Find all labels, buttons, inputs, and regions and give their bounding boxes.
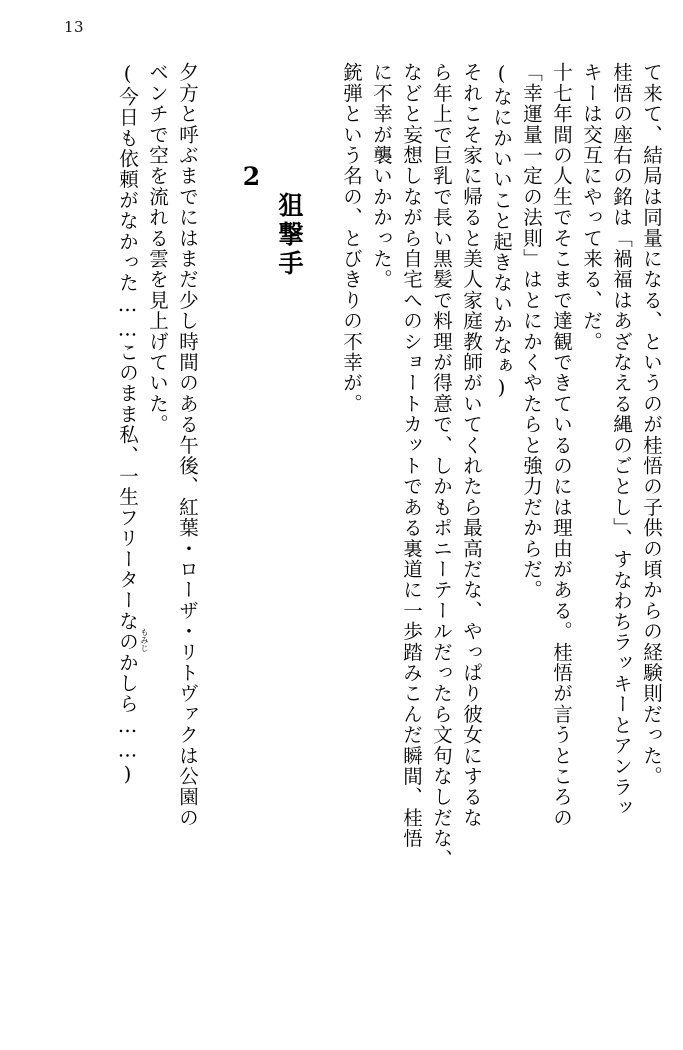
text-column: 桂悟の座右の銘は「禍福はあざなえる縄のごとし」、すなわちラッキーとアンラッ <box>610 62 633 819</box>
text-column: などと妄想しながら自宅へのショートカットである裏道に一歩踏みこんだ瞬間、桂悟 <box>400 62 423 849</box>
chapter-number: 2 <box>237 162 266 195</box>
text-column: 「幸運量一定の法則」はとにかくやたらと強力だからだ。 <box>520 62 543 601</box>
text-column: (なにかいいこと起きないかなぁ) <box>490 62 513 401</box>
chapter-title: 狙撃手 <box>275 192 304 279</box>
ruby-annotation: もみじ <box>140 628 149 652</box>
text-column: 夕方と呼ぶまでにはまだ少し時間のある午後、紅葉・ローザ・リトヴァクは公園の <box>176 62 199 828</box>
text-column: 十七年間の人生でそこまで達観できているのには理由がある。桂悟が言うところの <box>550 62 573 828</box>
text-column: ら年上で巨乳で長い黒髪で料理が得意で、しかもポニーテールだったら文句なしだな、 <box>430 62 453 870</box>
text-column: それこそ家に帰ると美人家庭教師がいてくれたら最高だな、やっぱり彼女にするな <box>460 62 483 828</box>
text-column: に不幸が襲いかかった。 <box>370 62 393 290</box>
chapter-heading <box>271 62 305 1020</box>
chapter-number-column <box>237 62 271 1020</box>
text-column: ベンチで空を流れる雲を見上げていた。 <box>146 62 169 435</box>
text-column: て来て、結局は同量になる、というのが桂悟の子供の頃からの経験則だった。 <box>640 62 663 787</box>
text-column: (今日も依頼がなかった……このまま私、一生フリーターなのかしら……) <box>116 62 139 787</box>
text-column: 銃弾という名の、とびきりの不幸が。 <box>340 62 363 414</box>
vertical-text-body <box>30 62 661 1022</box>
page-number: 13 <box>64 18 85 36</box>
text-column: キーは交互にやって来る、だ。 <box>580 62 603 352</box>
